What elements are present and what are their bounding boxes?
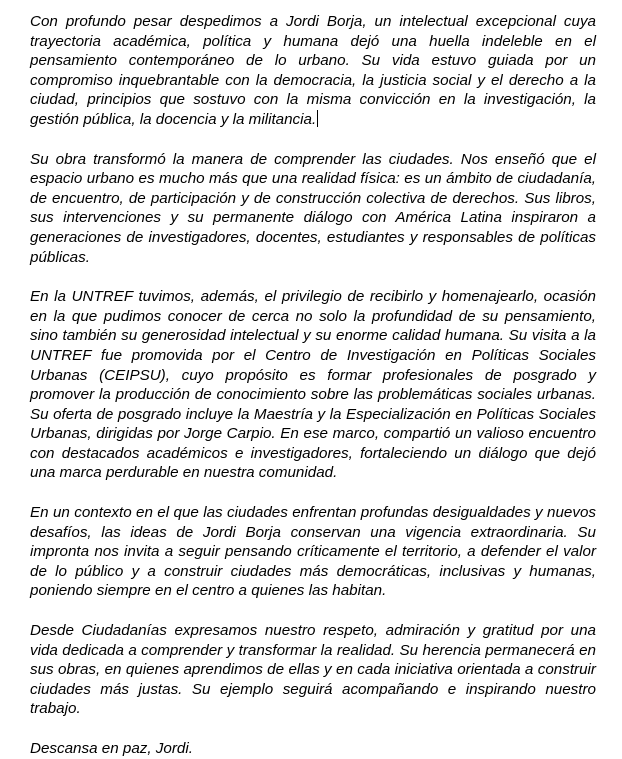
paragraph-untref: En la UNTREF tuvimos, además, el privilegio de recibirlo y homenajearlo, ocasión en la que pudimos conocer de cerca no solo la profundidad de su pensamiento, sino también su generosidad intelectual y su enorme calidad humana. Su visita a la UNTREF fue promovida por el Centro de Investigación en Políticas Sociales Urbanas (CEIPSU), cuyo propósito es formar profesionales de posgrado y promover la producción de conocimiento sobre las problemáticas sociales urbanas. Su oferta de posgrado incluye la Maestría y la Especialización en Políticas Sociales Urbanas, dirigidas por Jorge Carpio. En ese marco, compartió un valioso encuentro con destacados académicos e investigadores, fortaleciendo un diálogo que dejó una marca perdurable en nuestra comunidad. [30,288,596,482]
paragraph-context: En un contexto en el que las ciudades enfrentan profundas desigualdades y nuevos desafíos, las ideas de Jordi Borja conservan una vigencia extraordinaria. Su impronta nos invita a seguir pensando críticamente el territorio, a defender el valor de lo público y a construir ciudades más democráticas, inclusivas y humanas, poniendo siempre en el centro a quienes las habitan. [30,504,596,600]
paragraph-work: Su obra transformó la manera de comprender las ciudades. Nos enseñó que el espacio urbano es mucho más que una realidad física: es un ámbito de ciudadanía, de encuentro, de participación y de construcción colectiva de derechos. Sus libros, sus intervenciones y su permanente diálogo con América Latina inspiraron a generaciones de investigadores, docentes, estudiantes y responsables de políticas públicas. [30,150,596,266]
paragraph-tribute: Desde Ciudadanías expresamos nuestro respeto, admiración y gratitud por una vida dedicada a comprender y transformar la realidad. Su herencia permanecerá en sus obras, en quienes aprendimos de ellas y en cada iniciativa orientada a construir ciudades más justas. Su ejemplo seguirá acompañando e inspirando nuestro trabajo. [30,622,596,718]
paragraph-closing: Descansa en paz, Jordi. [30,740,193,757]
text-cursor [317,110,318,127]
paragraph-intro [30,12,596,130]
paragraph-intro-text: Con profundo pesar despedimos a Jordi Borja, un intelectual excepcional cuya trayectoria académica, política y humana dejó una huella indeleble en el pensamiento contemporáneo de lo urbano. Su vida estuvo guiada por un compromiso inquebrantable con la democracia, la justicia social y el derecho a la ciudad, principios que sostuvo con la misma convicción en la investigación, la gestión pública, la docencia y la militancia. [30,13,596,128]
